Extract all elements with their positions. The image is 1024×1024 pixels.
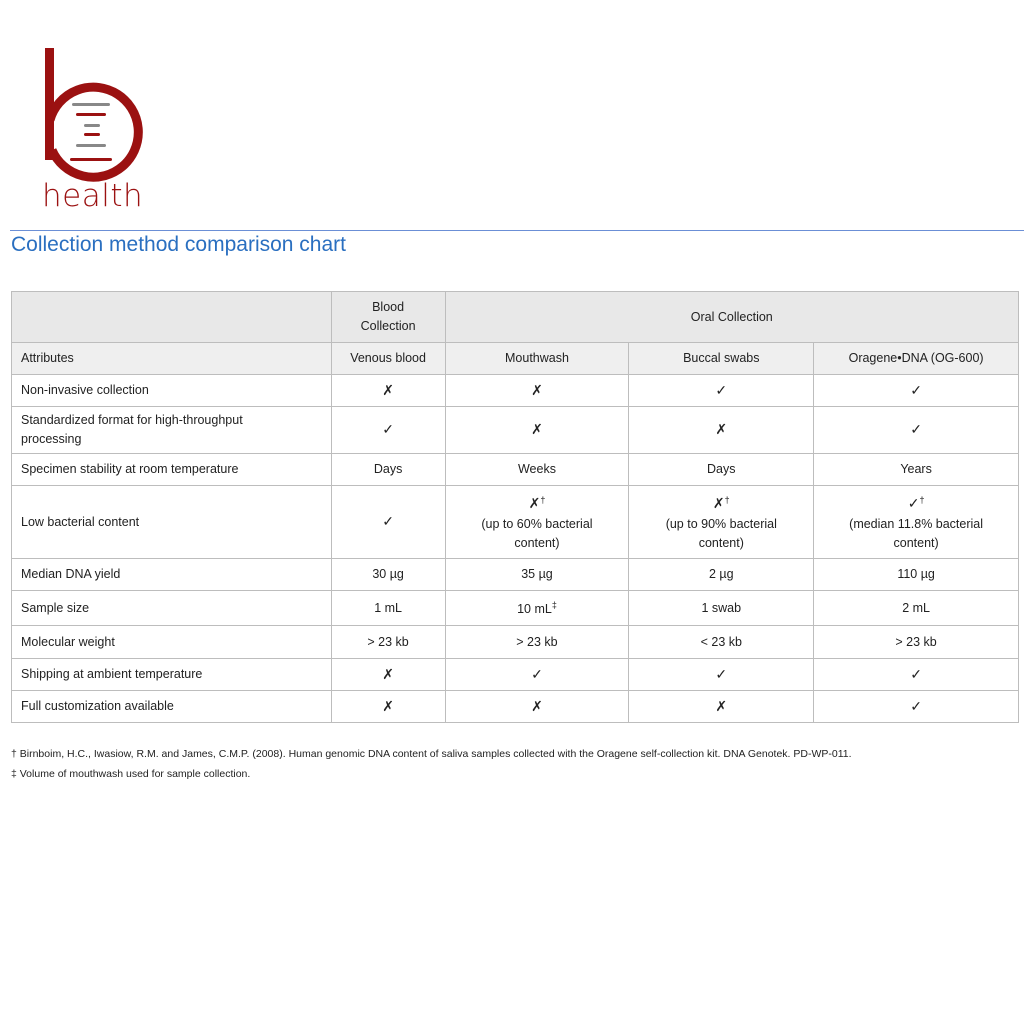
cell-value: > 23 kb [895,634,937,649]
table-cell [814,375,1019,407]
table-cell [629,375,814,407]
table-row [12,454,1019,486]
cross-icon: ✗ [531,381,543,398]
column-header: Mouthwash [445,343,629,375]
table-cell [445,375,629,407]
table-cell [629,691,814,723]
cross-icon: ✗ [715,697,728,714]
page-title: Collection method comparison chart [11,233,346,256]
table-cell [445,591,629,626]
table-cell [445,559,629,591]
row-label: Sample size [12,591,332,626]
comparison-table [11,291,1019,723]
check-icon: ✓ [531,665,543,682]
cross-icon: ✗ [712,495,725,512]
row-label: Median DNA yield [12,559,332,591]
cell-value: Weeks [517,462,556,476]
table-cell [629,454,814,486]
row-label: Specimen stability at room temperature [12,454,332,486]
cell-value: 1 swab [701,600,742,615]
table-row [12,375,1019,407]
cell-note: (up to 90% bacterial content) [665,516,777,550]
check-icon: ✓ [382,421,394,437]
cell-value: 2 µg [708,567,734,581]
check-icon: ✓ [715,665,728,682]
cross-icon: ✗ [382,665,394,682]
footnote: ‡ Volume of mouthwash used for sample collection. [11,768,251,780]
cross-icon: ✗ [715,421,728,437]
group-header-blood: Blood Collection [331,292,445,343]
group-header-oral: Oral Collection [445,292,1018,343]
table-cell [331,591,445,626]
table-row [12,559,1019,591]
table-cell [814,407,1019,454]
table-row [12,626,1019,659]
table-cell [629,659,814,691]
logo-text: health [42,178,144,214]
table-cell [331,691,445,723]
check-icon: ✓ [715,381,728,398]
cross-icon: ✗ [531,697,543,714]
cross-icon: ✗ [528,495,541,512]
row-label: Non-invasive collection [12,375,332,407]
cell-value: Days [373,462,403,476]
footnote-mark: ‡ [551,600,557,611]
table-cell [331,626,445,659]
empty-header-cell [12,292,332,343]
table-cell [814,691,1019,723]
row-label: Full customization available [12,691,332,723]
table-cell [629,407,814,454]
table-cell [629,559,814,591]
table-cell [445,626,629,659]
footnotes [11,744,852,784]
cell-note: (median 11.8% bacterial content) [849,516,984,550]
table-row [12,591,1019,626]
table-cell [629,486,814,559]
table-row [12,691,1019,723]
column-header-row [12,343,1019,375]
column-header: Oragene•DNA (OG-600) [814,343,1019,375]
table-cell [445,486,629,559]
cell-value: 30 µg [372,567,404,581]
cell-value: 35 µg [521,567,553,581]
table-cell [331,454,445,486]
table-cell [445,407,629,454]
table-cell [814,591,1019,626]
row-label: Low bacterial content [12,486,332,559]
table-cell [445,691,629,723]
cell-value: < 23 kb [700,634,742,649]
table-row [12,407,1019,454]
divider [10,230,1024,231]
footnote: † Birnboim, H.C., Iwasiow, R.M. and James, C.M.P. (2008). Human genomic DNA content of saliva samples collected with the Oragene self-collection kit. DNA Genotek. PD-WP-011. [11,748,852,760]
check-icon: ✓ [910,697,922,714]
row-label: Molecular weight [12,626,332,659]
cell-value: 110 µg [897,567,935,581]
table-cell [814,626,1019,659]
cell-value: 2 mL [902,600,930,615]
check-icon: ✓ [910,665,922,682]
table-cell [331,375,445,407]
table-cell [445,454,629,486]
check-icon: ✓ [910,421,922,437]
check-icon: ✓ [910,381,922,398]
table-row [12,659,1019,691]
cross-icon: ✗ [382,697,394,714]
column-header: Attributes [12,343,332,375]
footnote-mark: † [919,495,925,506]
cell-value: Days [707,462,736,476]
footnote-mark: † [540,495,546,506]
table-cell [331,407,445,454]
table-cell [814,486,1019,559]
cell-note: (up to 60% bacterial content) [481,516,593,550]
cell-value: 10 mL [517,602,552,617]
table-cell [814,454,1019,486]
cell-value: > 23 kb [516,634,558,649]
cross-icon: ✗ [531,421,543,437]
row-label: Shipping at ambient temperature [12,659,332,691]
column-header: Buccal swabs [629,343,814,375]
table-cell [629,591,814,626]
check-icon: ✓ [907,495,920,512]
cell-value: 1 mL [374,600,402,615]
group-header-row [12,292,1019,343]
footnote-mark: † [724,495,730,506]
table-cell [331,486,445,559]
table-cell [814,559,1019,591]
table-cell [331,659,445,691]
table-cell [814,659,1019,691]
column-header: Venous blood [331,343,445,375]
table-row [12,486,1019,559]
table-cell [331,559,445,591]
cell-value: > 23 kb [367,634,409,649]
table-cell [445,659,629,691]
check-icon: ✓ [382,513,394,529]
cell-value: Years [900,462,932,476]
cross-icon: ✗ [382,381,394,398]
table-cell [629,626,814,659]
row-label: Standardized format for high-throughput processing [12,407,332,454]
